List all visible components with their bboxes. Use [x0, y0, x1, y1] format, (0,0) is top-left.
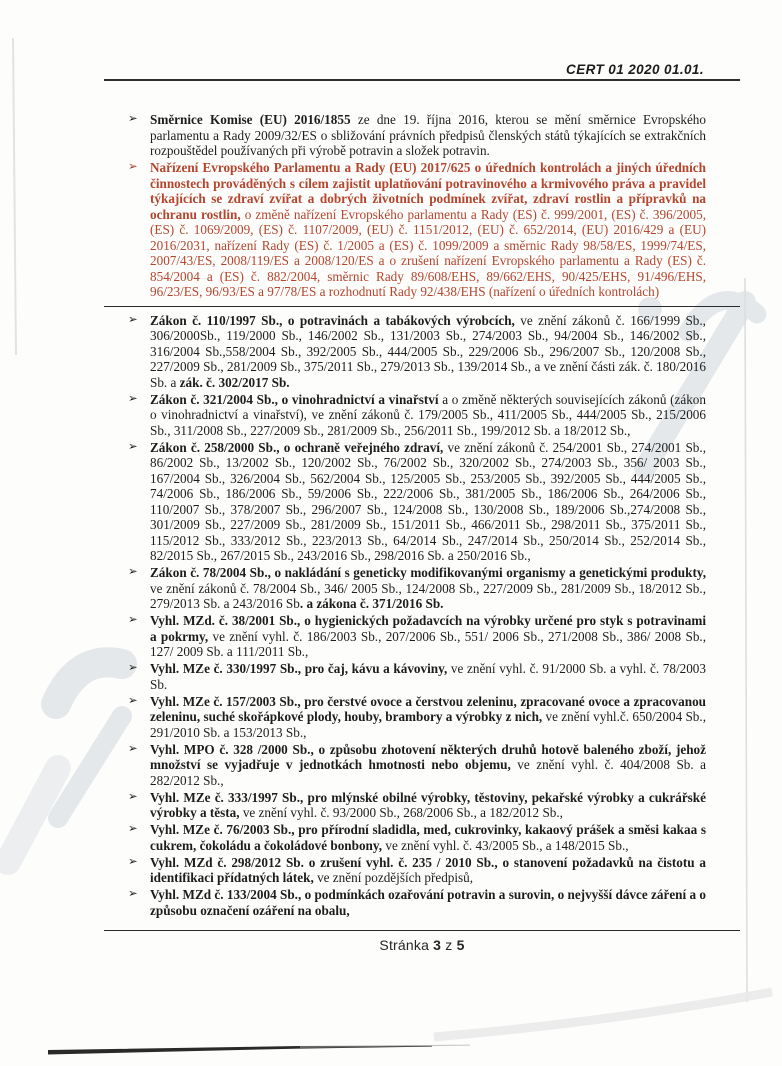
document-content — [104, 0, 740, 953]
header-rule — [104, 79, 740, 81]
list-item — [128, 661, 706, 692]
arrow-bullet-icon: ➢ — [128, 161, 138, 173]
arrow-bullet-icon: ➢ — [128, 823, 138, 835]
list-item — [128, 822, 706, 853]
item-title: Zákon č. 78/2004 Sb., o nakládání s geneticky modifikovanými organismy a genetickými produkty, — [150, 565, 706, 580]
item-title: Vyhl. MZe č. 76/2003 Sb., pro přírodní sladidla, med, cukrovinky, kakaový prášek a směsi kakaa s cukrem, čokoládu a čokoládové bonbony, — [150, 822, 706, 853]
item-amendments: o změně nařízení Evropského parlamentu a Rady (ES) č. 999/2001, (ES) č. 396/2005, (ES) č. 1069/2009, (ES) č. 1107/2009, (EU) č. 1151/2012, (EU) č. 652/2014, (EU) 2016/429 a (EU) 2016/2031, nařízení Rady (ES) č. 1/2005 a (ES) č. 1099/2009 a směrnic Rady 98/58/ES, 1999/74/ES, 2007/43/ES, 2008/119/ES a 2008/120/ES a o zrušení nařízení Evropského parlamentu a Rady (ES) č. 854/2004 a (ES) č. 882/2004, směrnic Rady 89/608/EHS, 89/662/EHS, 90/425/EHS, 91/496/EHS, 96/23/ES, 96/93/ES a 97/78/ES a rozhodnutí Rady 92/438/EHS (nařízení o úředních kontrolách) — [150, 206, 706, 299]
list-item — [128, 790, 706, 821]
scanner-streak — [48, 1046, 432, 1055]
item-title: Vyhl. MZe č. 333/1997 Sb., pro mlýnské obilné výrobky, těstoviny, pekařské výrobky a cukrářské výrobky a těsta, — [150, 789, 706, 820]
regulation-list — [104, 112, 740, 918]
page-total: 5 — [456, 937, 465, 953]
arrow-bullet-icon: ➢ — [128, 392, 138, 405]
item-title: Zákon č. 110/1997 Sb., o potravinách a tabákových výrobcích, — [150, 312, 515, 328]
list-item — [128, 565, 706, 612]
document-header — [104, 62, 740, 81]
corner-shadow — [434, 992, 772, 1037]
item-amendments: ze dne 19. října 2016, kterou se mění směrnice Evropského parlamentu a Rady 2009/32/ES o sbližování právních předpisů členských států týkajících se extrakčních rozpouštědel používaných při výrobě potravin a složek potravin. — [150, 112, 706, 158]
arrow-bullet-icon: ➢ — [128, 113, 138, 125]
item-amendments: ve znění pozdějších předpisů, — [313, 870, 474, 885]
page-number — [104, 937, 740, 953]
arrow-bullet-icon: ➢ — [128, 614, 138, 626]
item-amendments: ve znění vyhl. č. 43/2005 Sb., a 148/2015 Sb., — [382, 837, 629, 853]
item-title: Vyhl. MZd č. 298/2012 Sb. o zrušení vyhl. č. 235 / 2010 Sb., o stanovení požadavků na čistotu a identifikaci přídatných látek, — [150, 854, 706, 885]
item-amendments: ve znění zákonů č. 78/2004 Sb., 346/ 2005 Sb., 124/2008 Sb., 227/2009 Sb., 281/2009 Sb., 18/2012 Sb., 279/2013 Sb. a 243/2016 Sb — [150, 580, 706, 611]
item-amendments: ve znění vyhl.č. 650/2004 Sb., 291/2010 Sb. a 153/2013 Sb., — [150, 709, 706, 740]
arrow-bullet-icon: ➢ — [128, 440, 138, 453]
right-page-edge — [745, 278, 747, 1002]
item-title: Vyhl. MPO č. 328 /2000 Sb., o způsobu zhotovení některých druhů hotově baleného zboží, jehož množství se vyjadřuje v jednotkách hmotnosti nebo objemu, — [150, 741, 706, 772]
item-title: Vyhl. MZd. č. 38/2001 Sb., o hygienických požadavcích na výrobky určené pro styk s potravinami a pokrmy, — [150, 613, 706, 644]
list-item — [128, 694, 706, 741]
item-title: Vyhl. MZd č. 133/2004 Sb., o podmínkách ozařování potravin a surovin, o nejvyšší dávce záření a o způsobu označení ozáření na obalu, — [150, 887, 706, 918]
item-amendments: ve znění zákonů č. 254/2001 Sb., 274/2001 Sb., 86/2002 Sb., 13/2002 Sb., 120/2002 Sb., 76/2002 Sb., 320/2002 Sb., 274/2003 Sb., 356/ 2003 Sb., 167/2004 Sb., 326/2004 Sb., 562/2004 Sb., 125/2005 Sb., 253/2005 Sb., 392/2005 Sb., 444/2005 Sb., 74/2006 Sb., 186/2006 Sb., 59/2006 Sb., 222/2006 Sb., 381/2005 Sb., 186/2006 Sb., 264/2006 Sb., 110/2007 Sb., 378/2007 Sb., 296/2007 Sb., 124/2008 Sb., 130/2008 Sb., 189/2006 Sb.,274/2008 Sb., 301/2009 Sb., 227/2009 Sb., 281/2009 Sb., 151/2011 Sb., 466/2011 Sb., 298/2011 Sb., 375/2011 Sb., 115/2012 Sb., 333/2012 Sb., 223/2013 Sb., 64/2014 Sb., 247/2014 Sb., 250/2014 Sb., 252/2014 Sb., 82/2015 Sb., 267/2015 Sb., 243/2016 Sb., 298/2016 Sb. a 250/2016 Sb., — [150, 439, 706, 563]
page-current: 3 — [433, 937, 442, 953]
scanner-streak-tail — [300, 1045, 470, 1048]
item-amendments: ve znění vyhl. č. 93/2000 Sb., 268/2006 Sb., a 182/2012 Sb., — [239, 805, 563, 820]
item-amendments: ve znění vyhl. č. 91/2000 Sb. a vyhl. č. 78/2003 Sb. — [150, 661, 706, 692]
item-title: Nařízení Evropského Parlamentu a Rady (EU) 2017/625 o úředních kontrolách a jiných úředních činnostech prováděných s cílem zajistit uplatňování potravinového a krmivového práva a pravidel týkajících se zdraví zvířat a dobrých životních podmínek zvířat, zdraví rostlin a přípravků na ochranu rostlin, — [150, 160, 706, 222]
item-title: Vyhl. MZe č. 330/1997 Sb., pro čaj, kávu a kávoviny, — [150, 661, 448, 676]
item-title: zák. č. 302/2017 Sb. — [179, 374, 290, 390]
left-crease — [13, 38, 16, 355]
list-item — [128, 313, 706, 391]
arrow-bullet-icon: ➢ — [128, 742, 138, 755]
item-title: Směrnice Komise (EU) 2016/1855 — [150, 112, 351, 127]
item-title: Zákon č. 321/2004 Sb., o vinohradnictví a vinařství — [150, 391, 439, 407]
arrow-bullet-icon: ➢ — [128, 790, 138, 803]
item-amendments: ve znění vyhl. č. 404/2008 Sb. a 282/2012 Sb., — [150, 757, 707, 788]
list-item — [128, 613, 706, 660]
list-item — [128, 392, 706, 439]
arrow-bullet-icon: ➢ — [128, 694, 138, 707]
item-amendments: ve znění vyhl. č. 186/2003 Sb., 207/2006 Sb., 551/ 2006 Sb., 271/2008 Sb., 386/ 2008 Sb., 127/ 2009 Sb. a 111/2011 Sb., — [150, 628, 706, 659]
arrow-bullet-icon: ➢ — [128, 566, 138, 578]
page-word: Stránka — [379, 937, 430, 953]
item-title: . a zákona č. 371/2016 Sb. — [299, 596, 444, 611]
arrow-bullet-icon: ➢ — [128, 888, 138, 900]
item-amendments: ve znění zákonů č. 166/1999 Sb., 306/2000Sb., 119/2000 Sb., 146/2002 Sb., 131/2003 Sb., 274/2003 Sb., 94/2004 Sb., 146/2002 Sb., 316/2004 Sb.,558/2004 Sb., 392/2005 Sb., 444/2005 Sb., 229/2006 Sb., 296/2007 Sb., 120/2008 Sb., 227/2009 Sb., 281/2009 Sb., 375/2011 Sb., 279/2013 Sb., 139/2014 Sb., a ve znění části zák. č. 180/2016 Sb. a — [150, 312, 706, 390]
item-title: Vyhl. MZe č. 157/2003 Sb., pro čerstvé ovoce a čerstvou zeleninu, zpracované ovoce a zpracovanou zeleninu, suché skořápkové plody, houby, brambory a výrobky z nich, — [150, 693, 706, 724]
list-item — [128, 887, 706, 918]
document-footer — [104, 930, 740, 953]
of-word: z — [445, 937, 453, 953]
list-item — [128, 440, 706, 564]
document-code: CERT 01 2020 01.01. — [566, 62, 704, 77]
arrow-bullet-icon: ➢ — [128, 313, 138, 326]
section-divider — [104, 306, 740, 307]
item-amendments: a o změně některých souvisejících zákonů (zákon o vinohradnictví a vinařství), ve znění zákonů č. 179/2005 Sb., 411/2005 Sb., 444/2005 Sb., 215/2006 Sb., 311/2008 Sb., 227/2009 Sb., 281/2009 Sb., 256/2011 Sb., 199/2012 Sb. a 18/2012 Sb., — [150, 391, 706, 438]
list-item — [128, 160, 706, 300]
arrow-bullet-icon: ➢ — [128, 855, 138, 868]
list-item — [128, 742, 706, 789]
list-item — [128, 855, 706, 886]
arrow-bullet-icon: ➢ — [128, 662, 138, 674]
list-item — [128, 112, 706, 159]
item-title: Zákon č. 258/2000 Sb., o ochraně veřejného zdraví, — [150, 439, 444, 455]
footer-rule — [104, 930, 740, 931]
